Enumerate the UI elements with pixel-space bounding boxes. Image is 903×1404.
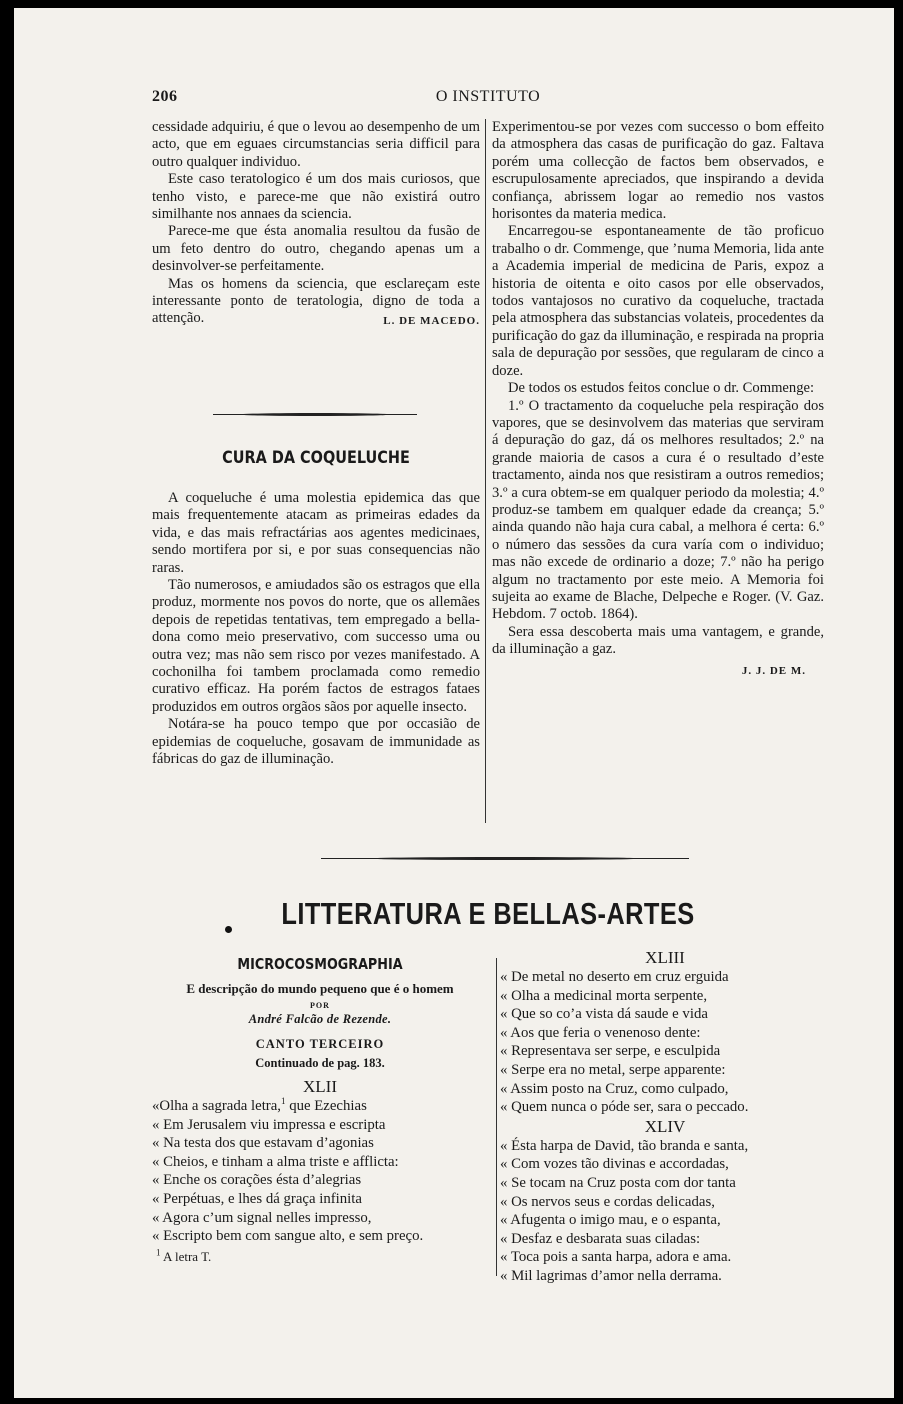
page-number: 206 xyxy=(152,88,178,105)
poem-right xyxy=(500,948,830,1286)
paragraph: De todos os estudos feitos conclue o dr. Commenge: xyxy=(508,380,815,397)
verse-line: « Quem nunca o póde ser, sara o peccado. xyxy=(500,1099,749,1116)
verse-line: « Escripto bem com sangue alto, e sem preço. xyxy=(152,1228,424,1245)
verse-line: « Os nervos seus e cordas delicadas, xyxy=(500,1193,715,1210)
paragraph: Encarregou-se espontaneamente de tão proficuo trabalho o dr. Commenge, que ’numa Memoria, lida ante a Academia imperial de medicina de Paris, expoz a historia de oitenta e oito casos por elle observados, todos vantajosos no curativo da coqueluche, tractada pela atmosphera das substancias volateis, procedentes da purificação do gaz da illuminação, e respirada na propria sala de depuração por sessões, que regularam de cinco a doze. xyxy=(492,223,824,379)
bullet-mark xyxy=(225,926,232,933)
verse-line: « Em Jerusalem viu impressa e escripta xyxy=(152,1116,386,1133)
divider-ornament xyxy=(240,413,390,416)
canto-heading: CANTO TERCEIRO xyxy=(255,1037,385,1051)
paragraph-text: Mas os homens da sciencia, que esclareçam este interessante ponto de teratologia, digno de toda a attenção. xyxy=(152,275,480,327)
verse-line: « Olha a medicinal morta serpente, xyxy=(500,987,708,1004)
running-title: O INSTITUTO xyxy=(435,88,541,105)
column-rule xyxy=(496,958,497,1276)
verse-line: « Perpétuas, e lhes dá graça infinita xyxy=(152,1190,362,1207)
paragraph-with-signature xyxy=(152,276,480,328)
author-name: André Falcão de Rezende. xyxy=(248,1012,392,1026)
verse-line: « Afugenta o imigo mau, e o espanta, xyxy=(500,1212,721,1229)
work-title: MICROCOSMOGRAPHIA xyxy=(237,955,403,973)
verse-line: « De metal no deserto em cruz erguida xyxy=(500,969,729,985)
footnote xyxy=(152,1249,488,1265)
verse-line xyxy=(152,1097,488,1116)
work-subtitle: E descripção do mundo pequeno que é o homem xyxy=(186,981,454,996)
verse-line: « Na testa dos que estavam d’agonias xyxy=(152,1135,374,1152)
paragraph: Notára-se ha pouco tempo que por occasião de epidemias de coqueluche, gosavam de immunidade as fábricas do gaz de illuminação. xyxy=(152,716,480,768)
stanza-number: XLII xyxy=(303,1077,337,1096)
page-header xyxy=(152,88,824,110)
verse-line: « Serpe era no metal, serpe apparente: xyxy=(500,1061,726,1078)
by-label: POR xyxy=(310,1001,330,1010)
left-column xyxy=(152,119,480,331)
verse-line: « Enche os corações ésta d’alegrias xyxy=(152,1172,362,1189)
paragraph: Este caso teratologico é um dos mais curiosos, que tenho visto, e parece-me que não existirá outro similhante nos annaes da sciencia. xyxy=(152,171,480,223)
footnote-mark: 1 xyxy=(156,1247,161,1258)
right-column xyxy=(492,119,824,680)
verse-line: « Com vozes tão divinas e accordadas, xyxy=(500,1156,729,1173)
verse-line: « Assim posto na Cruz, como culpado, xyxy=(500,1080,729,1097)
paragraph: Sera essa descoberta mais uma vantagem, e grande, da illuminação a gaz. xyxy=(492,623,824,658)
paragraph: Tão numerosos, e amiudados são os estragos que ella produz, mormente nos povos do norte, que os allemães depois de repetidas tentativas, tem empregado a bella-dona como meio preservativo, com successo uma ou outra vez; mas não sem risco por vezes manifestado. A cochonilha foi tambem proclamada como remedio curativo efficaz. Ha porém factos de estragos fataes produzidos em outros orgãos sãos por aquelle insecto. xyxy=(152,577,480,715)
verse-line: « Que so co’a vista dá saude e vida xyxy=(500,1006,708,1023)
verse-line: « Se tocam na Cruz posta com dor tanta xyxy=(500,1174,736,1191)
paragraph: cessidade adquiriu, é que o levou ao desempenho de um acto, que em eguaes circumstancias seria difficil para outro qualquer individuo. xyxy=(152,119,480,170)
stanza-number: XLIII xyxy=(645,948,685,967)
poem-left xyxy=(152,955,488,1265)
verse-line: « Representava ser serpe, e esculpida xyxy=(500,1043,721,1060)
column-rule xyxy=(485,119,486,823)
continued-note: Continuado de pag. 183. xyxy=(255,1056,385,1070)
paragraph: A coqueluche é uma molestia epidemica das que mais frequentemente atacam as primeiras edades da vida, e das mais refractárias aos agentes medicinaes, sendo mortifera por si, e por suas consequencias não raras. xyxy=(152,490,480,576)
verse-text: «Olha a sagrada letra, xyxy=(152,1098,281,1114)
paragraph: 1.º O tractamento da coqueluche pela respiração dos vapores, que se desinvolvem das materias que serviram á depuração do gaz, dá os melhores resultados; 2.º na grande maioria de casos a cura é o resultado d’este tractamento, ainda nos que resistiram a outros remedios; 3.º a cura obtem-se em qualquer periodo da molestia; 4.º produz-se tambem em qualquer edade da creança; 5.º ainda quando não haja cura cabal, a melhora é certa: 6.º o número das sessões da cura varía com o individuo; mas não excede de ordinario a doze; 7.º não ha perigo algum no tractamento por este meio. A Memoria foi sujeita ao exame de Blache, Delpeche e Roger. (V. Gaz. Hebdom. 7 octob. 1864). xyxy=(492,397,824,623)
section-title: LITTERATURA E BELLAS-ARTES xyxy=(281,896,695,931)
article-body xyxy=(152,490,480,769)
verse-line: « Cheios, e tinham a alma triste e afflicta: xyxy=(152,1153,399,1170)
signature: L. DE MACEDO. xyxy=(383,315,480,328)
footnote-text: A letra T. xyxy=(163,1248,212,1264)
verse-line: « Mil lagrimas d’amor nella derrama. xyxy=(500,1267,722,1284)
section-divider-ornament xyxy=(370,857,640,860)
paragraph: Parece-me que ésta anomalia resultou da fusão de um feto dentro do outro, chegando apenas um a desinvolver-se perfeitamente. xyxy=(152,223,480,275)
verse-line: « Desfaz e desbarata suas ciladas: xyxy=(500,1230,701,1247)
verse-text: que Ezechias xyxy=(285,1098,367,1114)
verse-line: « Aos que feria o venenoso dente: xyxy=(500,1024,701,1041)
signature-row xyxy=(492,663,824,680)
verse-line: « Agora c’um signal nelles impresso, xyxy=(152,1209,372,1226)
verse-line: « Toca pois a santa harpa, adora e ama. xyxy=(500,1249,732,1266)
verse-line: « Ésta harpa de David, tão branda e santa, xyxy=(500,1137,749,1154)
stanza-number: XLIV xyxy=(644,1116,686,1136)
signature: J. J. DE M. xyxy=(741,664,806,677)
article-title: CURA DA COQUELUCHE xyxy=(222,448,410,468)
paragraph: Experimentou-se por vezes com successo o bom effeito da atmosphera das casas de purificação do gaz. Faltava porém uma collecção de factos bem observados, e escrupulosamente apreciados, que inspirando a devida confiança, abrissem logar ao remedio nos vastos horisontes da materia medica. xyxy=(492,119,824,223)
footnote-ref: 1 xyxy=(281,1096,286,1107)
